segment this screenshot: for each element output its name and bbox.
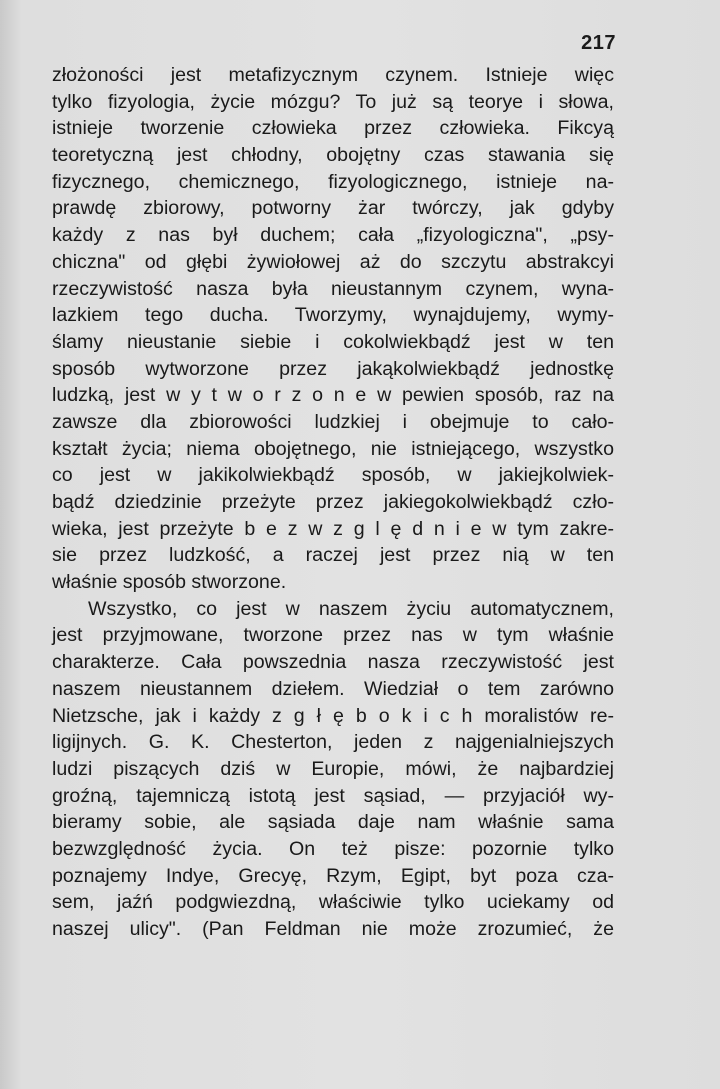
page-number: 217 <box>581 32 616 54</box>
text-line: Wszystko, co jest w naszem życiu automatycznem, <box>88 597 614 620</box>
text-line: co jest w jakikolwiekbądź sposób, w jakiejkolwiek- <box>52 464 614 487</box>
text-line: każdy z nas był duchem; cała „fizyologiczna", „psy- <box>52 224 614 247</box>
text-line: zawsze dla zbiorowości ludzkiej i obejmuje to cało- <box>52 410 614 433</box>
text-line: naszem nieustannem dziełem. Wiedział o tem zarówno <box>52 677 614 700</box>
text-line: charakterze. Cała powszednia nasza rzeczywistość jest <box>52 651 614 674</box>
text-line: kształt życia; niema obojętnego, nie istniejącego, wszystko <box>52 437 614 460</box>
text-line: sem, jaźń podgwiezdną, właściwie tylko uciekamy od <box>52 891 614 914</box>
text-line: sie przez ludzkość, a raczej jest przez nią w ten <box>52 544 614 567</box>
text-line: lazkiem tego ducha. Tworzymy, wynajdujemy, wymy- <box>52 304 614 327</box>
text-line: bieramy sobie, ale sąsiada daje nam właśnie sama <box>52 811 614 834</box>
text-line: tylko fizyologia, życie mózgu? To już są teorye i słowa, <box>52 90 614 113</box>
text-line: właśnie sposób stworzone. <box>52 571 287 594</box>
text-line: złożoności jest metafizycznym czynem. Istnieje więc <box>52 64 614 86</box>
text-line: ludzi piszących dziś w Europie, mówi, że najbardziej <box>52 757 614 780</box>
text-line: groźną, tajemniczą istotą jest sąsiad, — przyjaciół wy- <box>52 784 614 807</box>
body-text <box>52 62 614 943</box>
text-line: teoretyczną jest chłodny, obojętny czas stawania się <box>52 144 614 167</box>
text-line: poznajemy Indye, Grecyę, Rzym, Egipt, byt poza cza- <box>52 864 614 887</box>
text-line: ligijnych. G. K. Chesterton, jeden z najgenialniejszych <box>52 731 614 754</box>
text-line: bezwzględność życia. On też pisze: pozornie tylko <box>52 837 614 860</box>
text-line: naszej ulicy". (Pan Feldman nie może zrozumieć, że <box>52 918 614 940</box>
text-line: fizycznego, chemicznego, fizyologicznego, istnieje na- <box>52 170 614 193</box>
text-line: bądź dziedzinie przeżyte przez jakiegokolwiekbądź czło- <box>52 491 614 513</box>
text-line: Nietzsche, jak i każdy z g ł ę b o k i c h moralistów re- <box>52 704 614 727</box>
text-line: wieka, jest przeżyte b e z w z g l ę d n i e w tym zakre- <box>52 517 614 540</box>
text-line: jest przyjmowane, tworzone przez nas w tym właśnie <box>52 624 614 647</box>
text-line: rzeczywistość nasza była nieustannym czynem, wyna- <box>52 277 614 300</box>
text-line: ślamy nieustanie siebie i cokolwiekbądź jest w ten <box>52 330 614 353</box>
text-line: ludzką, jest w y t w o r z o n e w pewien sposób, raz na <box>52 384 614 407</box>
text-line: istnieje tworzenie człowieka przez człowieka. Fikcyą <box>52 117 614 140</box>
text-line: prawdę zbiorowy, potworny żar twórczy, jak gdyby <box>52 197 614 220</box>
text-line: chiczna" od głębi żywiołowej aż do szczytu abstrakcyi <box>52 250 614 273</box>
text-line: sposób wytworzone przez jakąkolwiekbądź jednostkę <box>52 357 614 380</box>
